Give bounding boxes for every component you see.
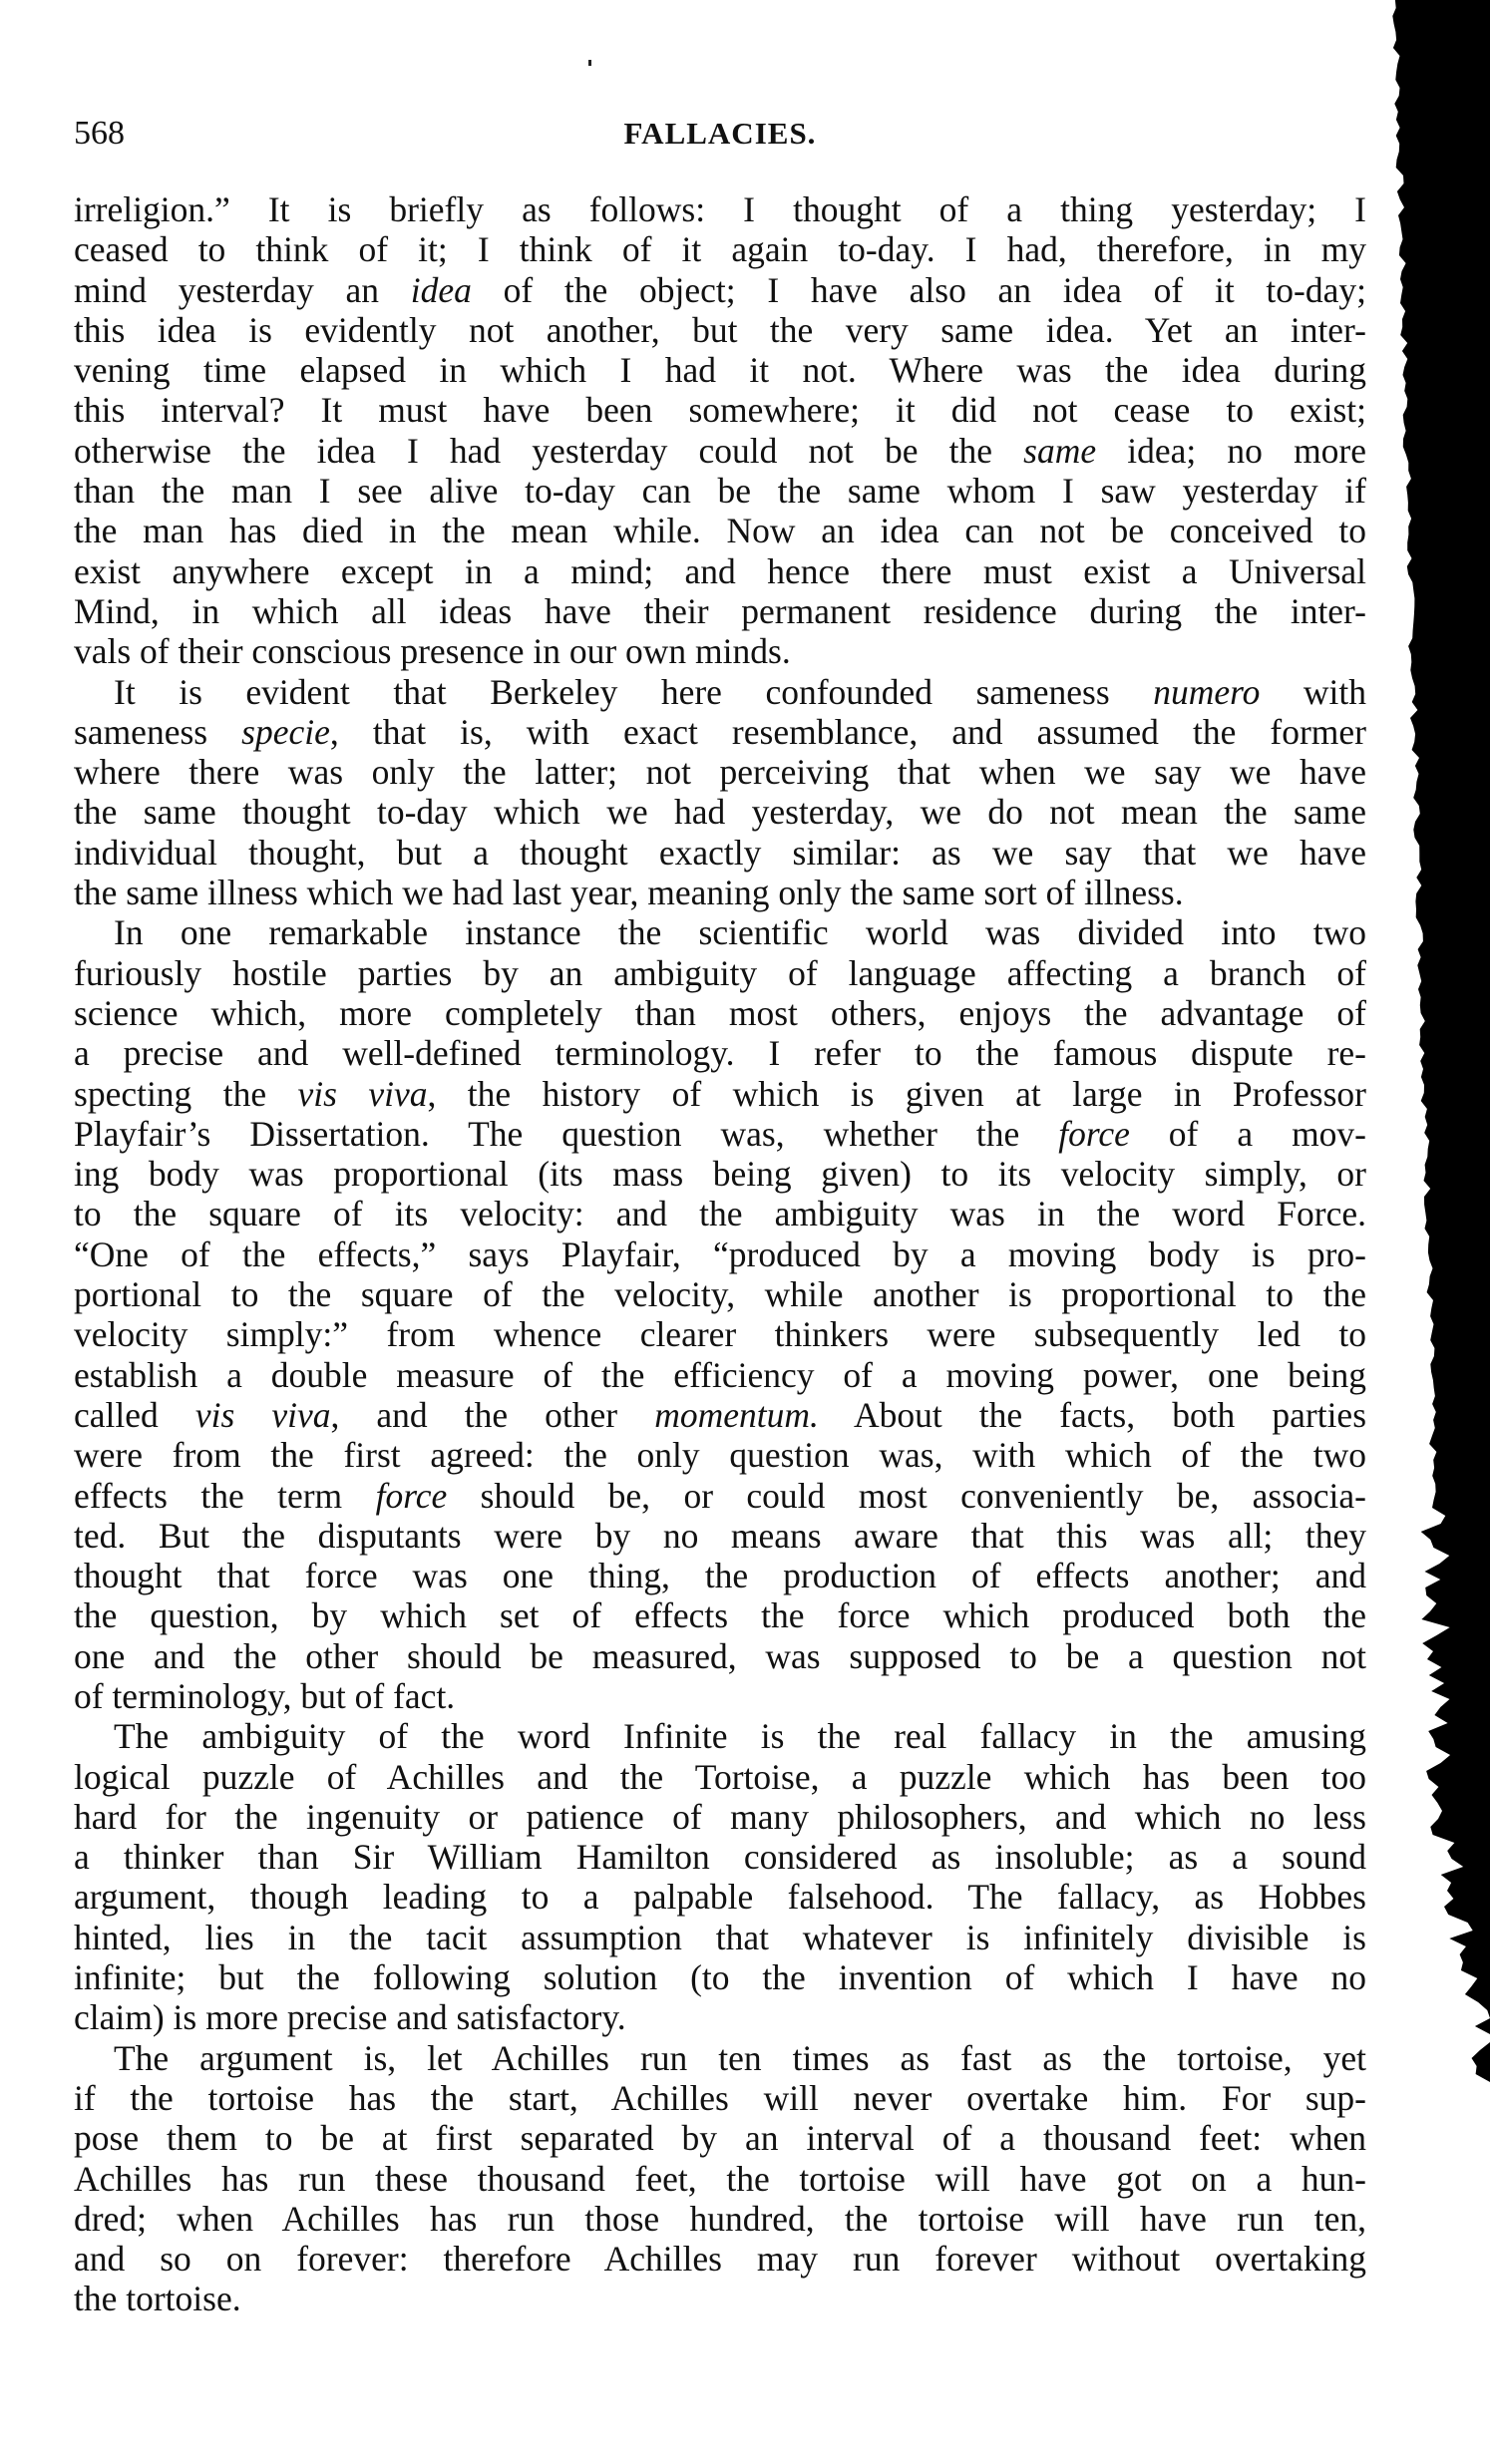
paragraph <box>74 2038 1366 2319</box>
italic-text: same <box>1023 430 1097 471</box>
text-line <box>74 1556 1366 1595</box>
text-run: the same illness which we had last year, meaning only the same sort of illness. <box>74 873 1184 913</box>
text-run: idea; no more <box>1096 430 1367 471</box>
text-run: hinted, lies in the tacit assumption that whatever is infinitely divisible is <box>74 1917 1366 1957</box>
text-line <box>74 1837 1366 1877</box>
text-run: infinite; but the following solution (to the invention of which I have no <box>74 1957 1366 1998</box>
text-line <box>74 712 1366 752</box>
text-run: this idea is evidently not another, but the very same idea. Yet an inter- <box>74 309 1366 350</box>
text-run: , that is, with exact resemblance, and assumed the former <box>329 711 1366 752</box>
text-run: a thinker than Sir William Hamilton considered as insoluble; as a sound <box>74 1837 1366 1878</box>
text-line <box>74 993 1366 1033</box>
italic-text: force <box>375 1475 448 1516</box>
paragraph <box>74 1716 1366 2037</box>
text-run: specting the <box>74 1073 298 1114</box>
paragraph <box>74 189 1366 672</box>
text-line <box>74 189 1366 229</box>
text-run: ted. But the disputants were by no means aware that this was all; they <box>74 1515 1366 1556</box>
text-line <box>74 511 1366 550</box>
italic-text: vis viva <box>297 1073 428 1114</box>
italic-text: numero <box>1153 671 1261 712</box>
text-run: The ambiguity of the word Infinite is the real fallacy in the amusing <box>114 1716 1366 1757</box>
text-line <box>74 1918 1366 1957</box>
text-run: to the square of its velocity: and the ambiguity was in the word Force. <box>74 1194 1366 1234</box>
text-run: pose them to be at first separated by an interval of a thousand feet: when <box>74 2118 1366 2159</box>
page-header <box>74 112 1366 156</box>
text-run: than the man I see alive to-day can be the same whom I saw yesterday if <box>74 471 1366 512</box>
text-line <box>74 471 1366 511</box>
text-run: The argument is, let Achilles run ten times as fast as the tortoise, yet <box>114 2037 1366 2078</box>
text-run: otherwise the idea I had yesterday could not be the <box>74 430 1024 471</box>
text-run: of terminology, but of fact. <box>74 1675 456 1716</box>
text-line <box>74 1395 1366 1435</box>
text-line <box>74 1234 1366 1274</box>
text-run: About the facts, both parties <box>818 1394 1367 1435</box>
text-line <box>74 1957 1366 1997</box>
text-run: thought that force was one thing, the production of effects another; and <box>74 1556 1366 1596</box>
scanned-page-edge <box>1350 0 1490 2464</box>
page-body <box>74 189 1366 2319</box>
paragraph <box>74 912 1366 1716</box>
text-run: , and the other <box>330 1394 655 1435</box>
text-line <box>74 2118 1366 2158</box>
text-run: of a mov- <box>1129 1113 1367 1154</box>
text-run: science which, more completely than most others, enjoys the advantage of <box>74 992 1366 1033</box>
text-run: claim) is more precise and satisfactory. <box>74 1997 626 2038</box>
text-line <box>74 310 1366 350</box>
text-run: establish a double measure of the efficiency of a moving power, one being <box>74 1354 1366 1395</box>
text-run: furiously hostile parties by an ambiguity of language affecting a branch of <box>74 952 1366 993</box>
page-number: 568 <box>74 115 125 152</box>
text-line <box>74 591 1366 631</box>
text-run: where there was only the latter; not perceiving that when we say we have <box>74 752 1366 793</box>
text-run: the question, by which set of effects the force which produced both the <box>74 1595 1366 1636</box>
text-run: Playfair’s Dissertation. The question was, whether the <box>74 1113 1059 1154</box>
text-line <box>74 350 1366 390</box>
text-run: the man has died in the mean while. Now an idea can not be conceived to <box>74 511 1366 551</box>
text-run: if the tortoise has the start, Achilles will never overtake him. For sup- <box>74 2077 1366 2118</box>
text-run: individual thought, but a thought exactly similar: as we say that we have <box>74 832 1366 873</box>
text-line <box>74 1595 1366 1635</box>
text-line <box>74 672 1366 712</box>
text-line <box>74 1154 1366 1194</box>
text-line <box>74 1033 1366 1073</box>
text-run: the tortoise. <box>74 2279 241 2319</box>
text-line <box>74 2239 1366 2279</box>
text-line <box>74 1797 1366 1837</box>
italic-text: vis viva <box>194 1394 331 1435</box>
text-run: vening time elapsed in which I had it not. Where was the idea during <box>74 350 1366 391</box>
text-line <box>74 229 1366 269</box>
text-line <box>74 1997 1366 2037</box>
text-run: exist anywhere except in a mind; and hence there must exist a Universal <box>74 550 1366 591</box>
italic-text: idea <box>410 269 472 310</box>
text-run: irreligion.” It is briefly as follows: I thought of a thing yesterday; I <box>74 189 1366 229</box>
text-line <box>74 792 1366 832</box>
text-line <box>74 551 1366 591</box>
text-run: the same thought to-day which we had yesterday, we do not mean the same <box>74 792 1366 833</box>
text-run: should be, or could most conveniently be, associa- <box>447 1475 1367 1516</box>
text-run: logical puzzle of Achilles and the Tortoise, a puzzle which has been too <box>74 1756 1366 1797</box>
text-run: sameness <box>74 711 242 752</box>
text-line <box>74 1314 1366 1354</box>
running-title: FALLACIES. <box>623 116 817 151</box>
text-line <box>74 1114 1366 1154</box>
text-line <box>74 1877 1366 1917</box>
text-line <box>74 1516 1366 1556</box>
text-line <box>74 752 1366 792</box>
text-line <box>74 1274 1366 1314</box>
text-run: portional to the square of the velocity, while another is proportional to the <box>74 1274 1366 1315</box>
text-run: Mind, in which all ideas have their permanent residence during the inter- <box>74 590 1366 631</box>
text-run: called <box>74 1394 195 1435</box>
text-run: this interval? It must have been somewhere; it did not cease to exist; <box>74 390 1366 431</box>
text-run: ing body was proportional (its mass being given) to its velocity simply, or <box>74 1154 1366 1195</box>
text-line <box>74 1435 1366 1475</box>
text-run: of the object; I have also an idea of it to-day; <box>471 269 1366 310</box>
text-line <box>74 1476 1366 1516</box>
text-line <box>74 833 1366 873</box>
text-run: and so on forever: therefore Achilles may run forever without overtaking <box>74 2239 1366 2280</box>
text-run: In one remarkable instance the scientific world was divided into two <box>114 912 1366 953</box>
text-line <box>74 2038 1366 2078</box>
text-run: mind yesterday an <box>74 269 411 310</box>
text-run: dred; when Achilles has run those hundred, the tortoise will have run ten, <box>74 2198 1366 2239</box>
text-run: effects the term <box>74 1475 376 1516</box>
text-run: one and the other should be measured, was supposed to be a question not <box>74 1635 1366 1676</box>
text-line <box>74 1716 1366 1756</box>
text-run: Achilles has run these thousand feet, the tortoise will have got on a hun- <box>74 2158 1366 2199</box>
text-line <box>74 1636 1366 1676</box>
italic-text: momentum. <box>654 1394 819 1435</box>
text-run: ceased to think of it; I think of it again to-day. I had, therefore, in my <box>74 229 1366 270</box>
text-run: “One of the effects,” says Playfair, “produced by a moving body is pro- <box>74 1233 1366 1274</box>
text-run: with <box>1260 671 1367 712</box>
text-line <box>74 1194 1366 1233</box>
text-line <box>74 270 1366 310</box>
text-line <box>74 1757 1366 1797</box>
text-run: hard for the ingenuity or patience of many philosophers, and which no less <box>74 1796 1366 1837</box>
text-line <box>74 1355 1366 1395</box>
text-line <box>74 431 1366 471</box>
text-run: It is evident that Berkeley here confounded sameness <box>114 671 1154 712</box>
text-line <box>74 2078 1366 2118</box>
text-run: , the history of which is given at large in Professor <box>427 1073 1367 1114</box>
scan-speck <box>588 60 591 66</box>
text-line <box>74 1676 1366 1716</box>
italic-text: force <box>1058 1113 1130 1154</box>
text-run: a precise and well-defined terminology. I refer to the famous dispute re- <box>74 1033 1366 1074</box>
text-run: were from the first agreed: the only question was, with which of the two <box>74 1435 1366 1476</box>
paragraph <box>74 672 1366 913</box>
text-line <box>74 873 1366 912</box>
text-line <box>74 912 1366 952</box>
text-line <box>74 1074 1366 1114</box>
text-line <box>74 631 1366 671</box>
italic-text: specie <box>241 711 330 752</box>
text-line <box>74 953 1366 993</box>
text-run: velocity simply:” from whence clearer thinkers were subsequently led to <box>74 1314 1366 1355</box>
text-line <box>74 2199 1366 2239</box>
text-line <box>74 390 1366 430</box>
text-line <box>74 2159 1366 2199</box>
text-run: vals of their conscious presence in our own minds. <box>74 631 791 672</box>
text-line <box>74 2279 1366 2318</box>
text-run: argument, though leading to a palpable falsehood. The fallacy, as Hobbes <box>74 1877 1366 1918</box>
